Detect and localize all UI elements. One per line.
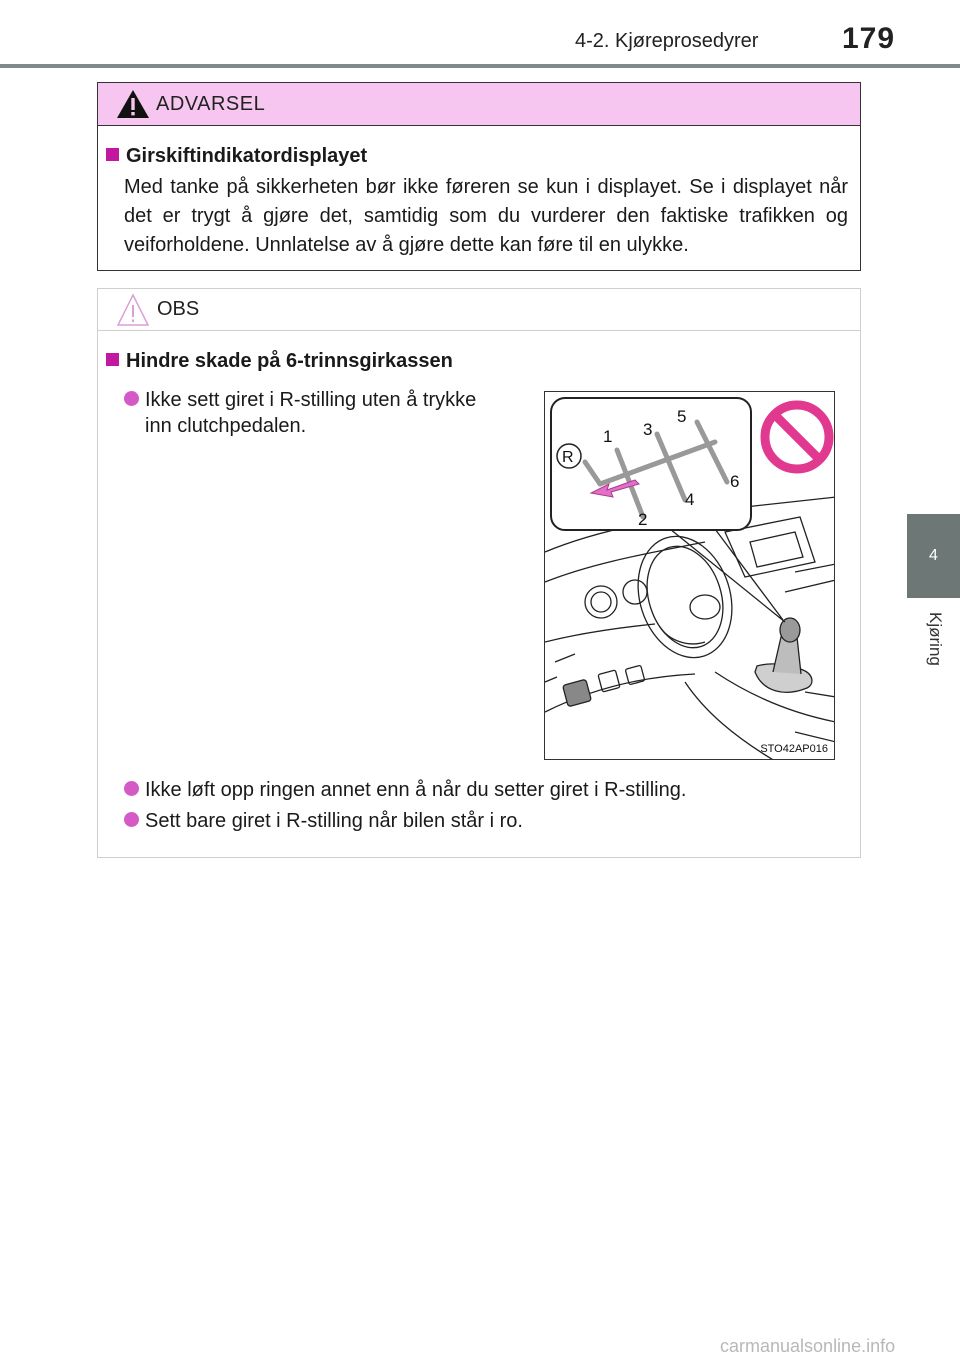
- gear-2-label: 2: [638, 510, 648, 529]
- notice-box: [97, 288, 861, 858]
- bullet-icon: [124, 391, 139, 406]
- warning-heading: [106, 145, 367, 168]
- list-item: [124, 387, 524, 439]
- square-marker-icon: [106, 353, 119, 366]
- notice-header: [98, 289, 860, 331]
- list-item-text: Ikke løft opp ringen annet enn å når du setter giret i R-stilling.: [145, 779, 687, 801]
- list-item: [124, 779, 686, 802]
- gear-4-label: 4: [685, 490, 695, 509]
- bullet-icon: [124, 812, 139, 827]
- chapter-label: Kjøring: [926, 612, 945, 666]
- gearshift-figure: [544, 391, 835, 760]
- warning-triangle-icon: [116, 89, 150, 119]
- warning-heading-text: Girskiftindikatordisplayet: [126, 145, 368, 167]
- notice-label: OBS: [157, 298, 200, 320]
- warning-label: ADVARSEL: [156, 93, 266, 115]
- list-item-text: Ikke sett giret i R-stilling uten å trykke: [145, 389, 477, 411]
- list-item-text-cont: inn clutchpedalen.: [145, 415, 307, 437]
- gear-1-label: 1: [603, 427, 613, 446]
- page-number: 179: [842, 22, 896, 55]
- header-section: 4-2. Kjøreprosedyrer: [575, 30, 759, 52]
- bullet-icon: [124, 781, 139, 796]
- caution-triangle-icon: [116, 293, 150, 327]
- figure-code: STO42AP016: [760, 743, 828, 755]
- gearshift-illustration: [545, 392, 835, 760]
- gear-6-label: 6: [730, 472, 740, 491]
- square-marker-icon: [106, 148, 119, 161]
- watermark: carmanualsonline.info: [720, 1336, 896, 1356]
- warning-text: Med tanke på sikkerheten bør ikke føreren se kun i displayet. Se i displayet når det er trygt å gjøre det, samtidig som du vurderer den faktiske trafikken og veiforholdene. Unnlatelse av å gjøre dette kan føre til en ulykke.: [124, 176, 848, 256]
- chapter-tab[interactable]: [907, 514, 960, 598]
- notice-heading-text: Hindre skade på 6-trinnsgirkassen: [126, 350, 453, 372]
- chapter-number: 4: [929, 547, 938, 564]
- warning-header: [98, 83, 860, 126]
- list-item-text: Sett bare giret i R-stilling når bilen står i ro.: [145, 810, 523, 832]
- gear-3-label: 3: [643, 420, 653, 439]
- notice-heading: [106, 350, 453, 373]
- warning-box: [97, 82, 861, 271]
- gear-5-label: 5: [677, 407, 687, 426]
- gear-r-label: R: [562, 449, 574, 466]
- header-rule: [0, 64, 960, 68]
- list-item: [124, 810, 523, 833]
